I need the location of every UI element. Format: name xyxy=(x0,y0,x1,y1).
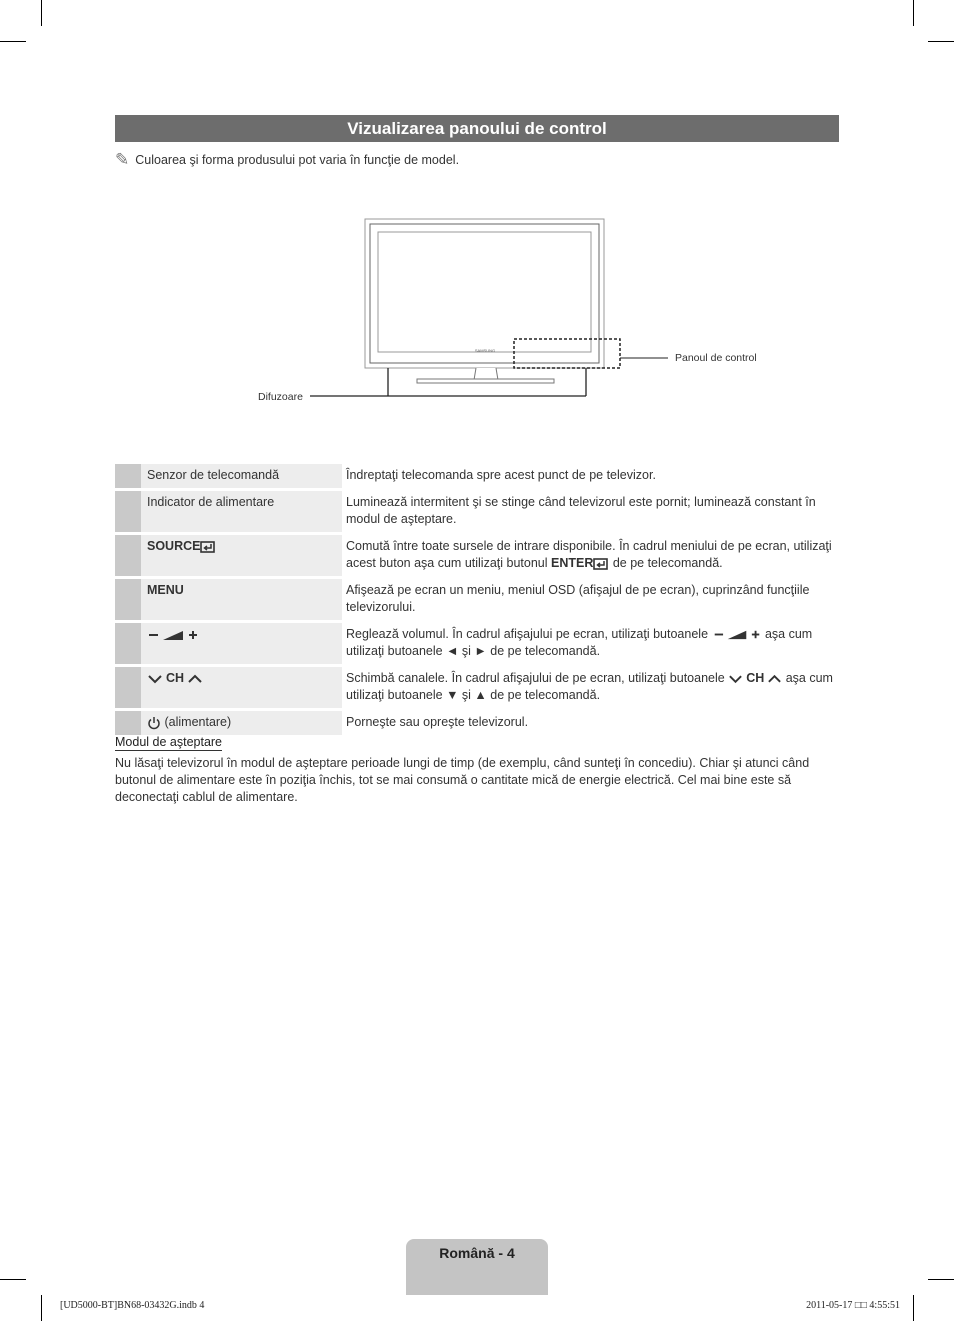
row-name xyxy=(141,623,342,664)
section-title: Vizualizarea panoului de control xyxy=(115,115,839,142)
row-desc: Reglează volumul. În cadrul afişajului pe ecran, utilizaţi butoanele aşa cum utilizaţi butoanele ◄ şi ► de pe telecomandă. xyxy=(346,627,813,658)
row-desc: Porneşte sau opreşte televizorul. xyxy=(346,715,529,729)
control-panel-label: Panoul de control xyxy=(675,352,757,364)
row-desc: Afişează pe ecran un meniu, meniul OSD (afişajul de pe ecran), cuprinzând funcţiile televizorului. xyxy=(346,583,810,614)
table-row xyxy=(115,579,839,620)
crop-mark xyxy=(41,0,42,26)
row-desc: Schimbă canalele. În cadrul afişajului de pe ecran, utilizaţi butoanele CH aşa cum utilizaţi butoanele ▼ şi ▲ de pe telecomandă. xyxy=(346,671,833,702)
footer-file: [UD5000-BT]BN68-03432G.indb 4 xyxy=(60,1300,205,1311)
chevron-up-icon xyxy=(187,673,203,685)
brand-logo: SAMSUNG xyxy=(474,348,496,353)
table-row xyxy=(115,667,839,708)
crop-mark xyxy=(0,1279,26,1280)
power-icon xyxy=(147,716,161,730)
table-row xyxy=(115,535,839,576)
chevron-down-icon xyxy=(147,673,163,685)
crop-mark xyxy=(928,41,954,42)
table-row xyxy=(115,711,839,735)
tv-diagram xyxy=(250,210,780,410)
page-number: Română - 4 xyxy=(439,1245,515,1261)
control-table xyxy=(115,461,839,738)
volume-icon xyxy=(712,628,762,641)
volume-icon xyxy=(147,628,199,642)
row-name: Senzor de telecomandă xyxy=(141,464,342,488)
crop-mark xyxy=(913,1295,914,1321)
crop-mark xyxy=(913,0,914,26)
row-desc: Îndreptaţi telecomanda spre acest punct de pe televizor. xyxy=(346,468,656,482)
row-name: (alimentare) xyxy=(141,711,342,735)
crop-mark xyxy=(41,1295,42,1321)
crop-mark xyxy=(0,41,26,42)
table-row xyxy=(115,491,839,532)
table-row xyxy=(115,623,839,664)
row-desc: Comută între toate sursele de intrare disponibile. În cadrul meniului de pe ecran, utilizaţi acest buton aşa cum utilizaţi butonul ENTER de pe telecomandă. xyxy=(346,539,832,570)
crop-mark xyxy=(928,1279,954,1280)
source-icon xyxy=(200,540,216,554)
row-name: SOURCE xyxy=(141,535,342,576)
chevron-down-icon xyxy=(728,673,743,685)
note-text: Culoarea şi forma produsului pot varia în funcţie de model. xyxy=(135,153,460,167)
table-row xyxy=(115,464,839,488)
chevron-up-icon xyxy=(767,673,782,685)
standby-text: Nu lăsaţi televizorul în modul de aşteptare perioade lungi de timp (de exemplu, când sunteţi în concediu). Chiar şi atunci când butonul de alimentare este în poziţia închis, tot se mai consumă o cantitate mică de energie electrică. Cel mai bine este să deconectaţi cablul de alimentare. xyxy=(115,756,810,804)
enter-icon xyxy=(593,557,609,571)
row-desc: Luminează intermitent şi se stinge când televizorul este pornit; luminează constant în modul de aşteptare. xyxy=(346,495,816,526)
pencil-icon: ✎ xyxy=(115,150,130,169)
row-name: Indicator de alimentare xyxy=(141,491,342,532)
footer-timestamp: 2011-05-17 □□ 4:55:51 xyxy=(806,1300,900,1311)
row-name: MENU xyxy=(141,579,342,620)
page-number-tab xyxy=(406,1239,548,1295)
speakers-label: Difuzoare xyxy=(258,391,303,403)
row-name: CH xyxy=(141,667,342,708)
note xyxy=(115,150,459,170)
standby-heading: Modul de aşteptare xyxy=(115,735,223,749)
